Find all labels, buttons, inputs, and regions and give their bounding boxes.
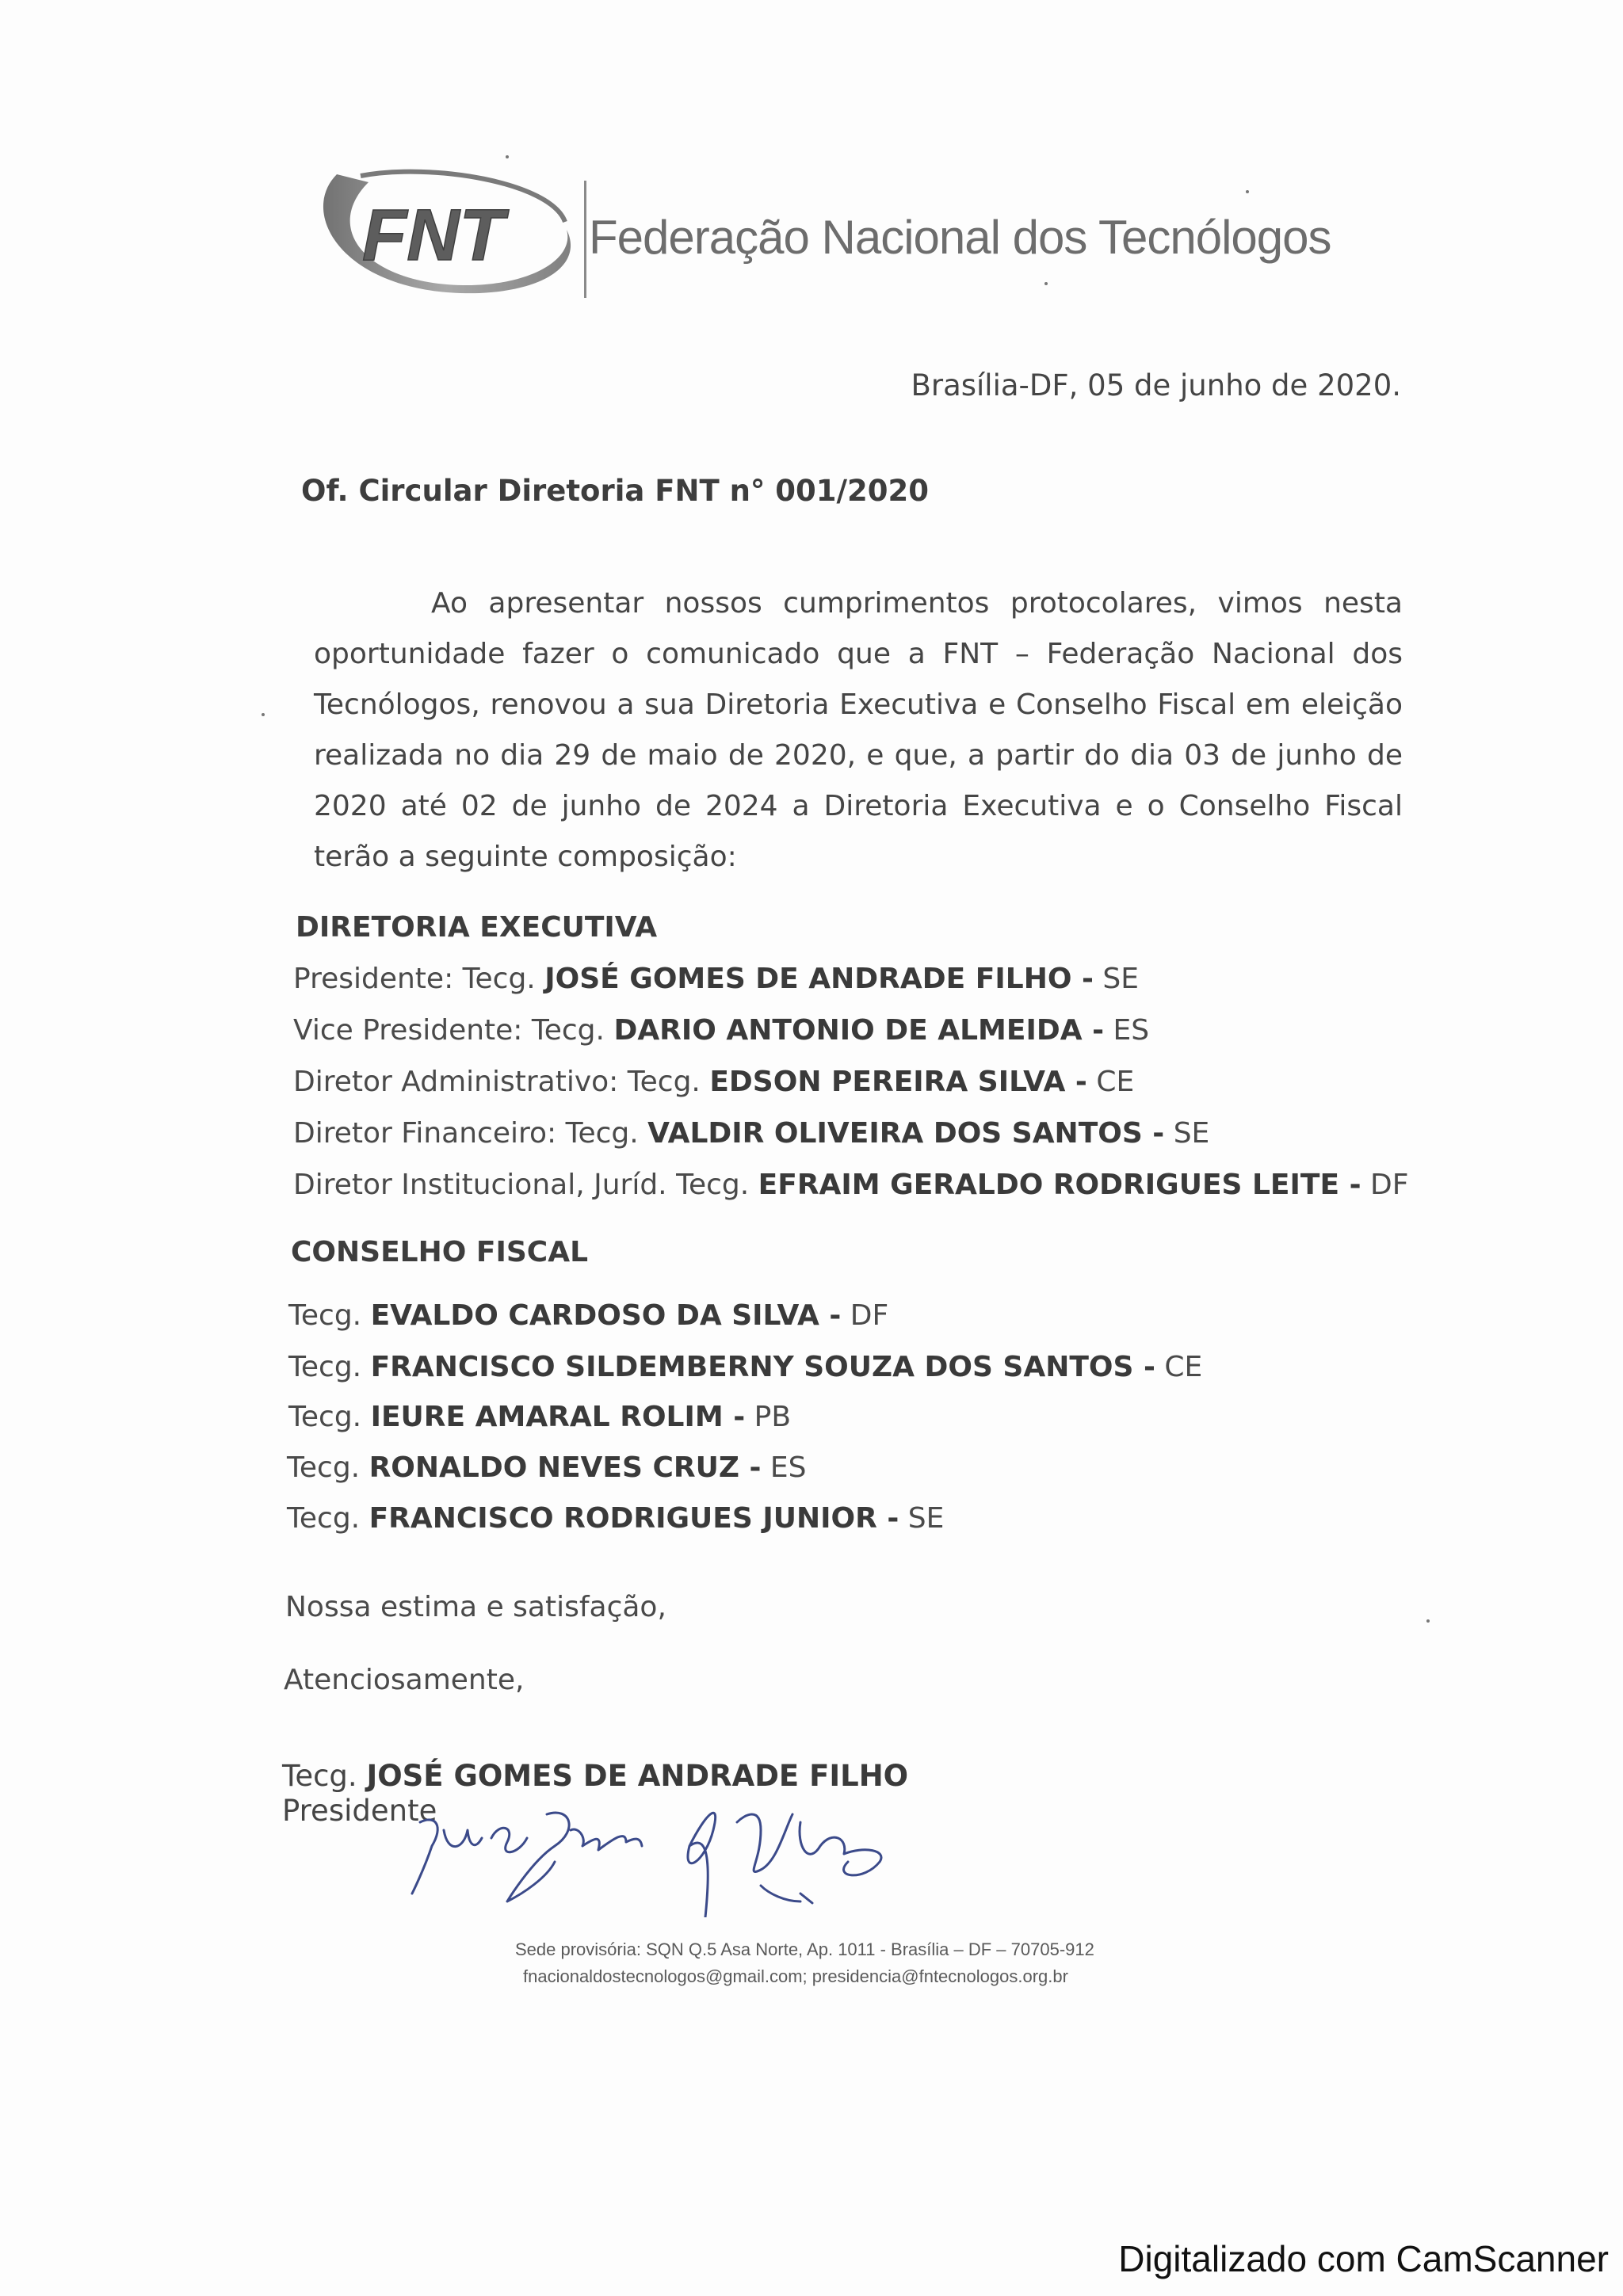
member-state: SE bbox=[1102, 963, 1139, 995]
fiscal-council-heading: CONSELHO FISCAL bbox=[291, 1236, 589, 1268]
member-state: CE bbox=[1164, 1351, 1203, 1383]
closing-regards: Nossa estima e satisfação, bbox=[285, 1591, 666, 1623]
handwritten-signature bbox=[388, 1783, 911, 1917]
organization-name: Federação Nacional dos Tecnólogos bbox=[589, 211, 1331, 264]
member-state: SE bbox=[907, 1502, 945, 1535]
council-member-line bbox=[288, 1401, 791, 1433]
executive-member-line bbox=[293, 963, 1139, 995]
member-state: ES bbox=[769, 1451, 807, 1484]
member-role: Tecg. bbox=[288, 1351, 362, 1383]
council-member-line bbox=[288, 1299, 888, 1332]
scan-speck bbox=[506, 155, 509, 158]
member-name: JOSÉ GOMES DE ANDRADE FILHO - bbox=[544, 963, 1094, 995]
council-member-line bbox=[287, 1502, 944, 1535]
logo-text: FNT bbox=[362, 195, 504, 276]
member-name: FRANCISCO RODRIGUES JUNIOR - bbox=[369, 1502, 899, 1535]
member-name: EDSON PEREIRA SILVA - bbox=[709, 1066, 1087, 1098]
footer-address: Sede provisória: SQN Q.5 Asa Norte, Ap. 1011 - Brasília – DF – 70705-912 bbox=[515, 1939, 1094, 1959]
member-role: Vice Presidente: Tecg. bbox=[293, 1014, 605, 1047]
member-state: DF bbox=[1370, 1169, 1409, 1201]
member-name: EVALDO CARDOSO DA SILVA - bbox=[370, 1299, 842, 1332]
member-name: EFRAIM GERALDO RODRIGUES LEITE - bbox=[758, 1169, 1361, 1201]
member-role: Diretor Administrativo: Tecg. bbox=[293, 1066, 701, 1098]
member-state: SE bbox=[1173, 1117, 1210, 1150]
member-role: Presidente: Tecg. bbox=[293, 963, 536, 995]
executive-member-line bbox=[293, 1117, 1209, 1150]
council-member-line bbox=[287, 1451, 806, 1484]
member-state: CE bbox=[1096, 1066, 1135, 1098]
member-role: Tecg. bbox=[287, 1502, 361, 1535]
letterhead-divider bbox=[584, 181, 586, 298]
executive-board-heading: DIRETORIA EXECUTIVA bbox=[296, 911, 658, 944]
member-role: Tecg. bbox=[288, 1401, 362, 1433]
executive-member-line bbox=[293, 1014, 1149, 1047]
member-name: VALDIR OLIVEIRA DOS SANTOS - bbox=[647, 1117, 1165, 1150]
member-name: RONALDO NEVES CRUZ - bbox=[369, 1451, 762, 1484]
member-name: DARIO ANTONIO DE ALMEIDA - bbox=[613, 1014, 1105, 1047]
closing-sign-off: Atenciosamente, bbox=[284, 1664, 525, 1696]
member-role: Diretor Institucional, Juríd. Tecg. bbox=[293, 1169, 750, 1201]
member-name: FRANCISCO SILDEMBERNY SOUZA DOS SANTOS - bbox=[370, 1351, 1155, 1383]
council-member-line bbox=[288, 1351, 1202, 1383]
member-state: PB bbox=[754, 1401, 792, 1433]
signatory-title: Presidente bbox=[282, 1794, 437, 1828]
member-state: DF bbox=[850, 1299, 889, 1332]
date-line: Brasília-DF, 05 de junho de 2020. bbox=[911, 368, 1401, 402]
letterhead bbox=[313, 166, 1407, 305]
executive-member-line bbox=[293, 1169, 1408, 1201]
document-reference: Of. Circular Diretoria FNT n° 001/2020 bbox=[301, 474, 930, 508]
intro-paragraph: Ao apresentar nossos cumprimentos protocolares, vimos nesta oportunidade fazer o comunicado que a FNT – Federação Nacional dos Tecnólogos, renovou a sua Diretoria Executiva e Conselho Fiscal em eleição realizada no dia 29 de maio de 2020, e que, a partir do dia 03 de junho de 2020 até 02 de junho de 2024 a Diretoria Executiva e o Conselho Fiscal terão a seguinte composição: bbox=[314, 587, 1403, 873]
executive-member-line bbox=[293, 1066, 1134, 1098]
footer-emails: fnacionaldostecnologos@gmail.com; presidencia@fntecnologos.org.br bbox=[523, 1966, 1068, 1986]
signatory-prefix: Tecg. bbox=[282, 1759, 357, 1793]
member-name: IEURE AMARAL ROLIM - bbox=[370, 1401, 746, 1433]
member-role: Diretor Financeiro: Tecg. bbox=[293, 1117, 639, 1150]
member-role: Tecg. bbox=[288, 1299, 362, 1332]
scanner-watermark: Digitalizado com CamScanner bbox=[1118, 2238, 1609, 2279]
signatory-name: JOSÉ GOMES DE ANDRADE FILHO bbox=[366, 1759, 909, 1793]
scan-speck bbox=[1426, 1619, 1430, 1623]
fnt-logo-icon bbox=[313, 166, 582, 301]
scan-speck bbox=[262, 713, 265, 716]
member-state: ES bbox=[1113, 1014, 1150, 1047]
member-role: Tecg. bbox=[287, 1451, 361, 1484]
